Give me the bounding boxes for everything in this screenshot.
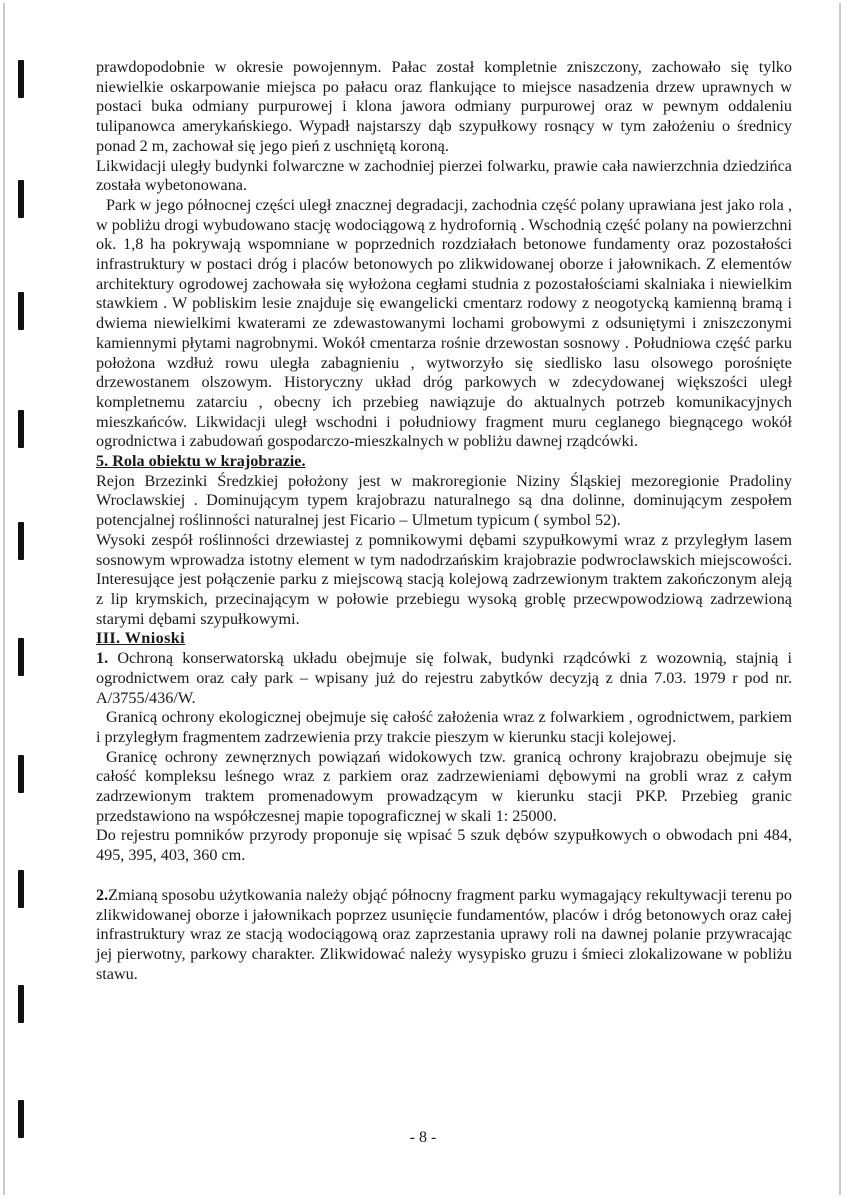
binding-mark	[18, 870, 24, 908]
region-paragraph: Rejon Brzezinki Średzkiej położony jest w makroregionie Niziny Śląskiej mezoregionie Pradoliny Wroclawskiej . Dominującym typem krajobrazu naturalnego są dna dolinne, dominującym zespołem potencjalnej roślinności naturalnej jest Ficario – Ulmetum typicum ( symbol 52).	[96, 471, 792, 530]
section-5-heading: 5. Rola obiektu w krajobrazie.	[96, 452, 306, 471]
conclusion-1-number: 1.	[96, 649, 109, 668]
conclusion-2-text: Zmianą sposobu użytkowania należy objąć północny fragment parku wymagający rekultywacji terenu po zlikwidowanej oborze i jałownikach poprzez usunięcie fundamentów, placów i dróg betonowych oraz całej infrastruktury wraz ze stacją wodociągową oraz zaprzestania uprawy roli na dawnej polanie przywracając jej pierwotny, parkowy charakter. Zlikwidować należy wysypisko gruzu i śmieci zlokalizowane w pobliżu stawu.	[96, 885, 792, 983]
monuments-paragraph: Do rejestru pomników przyrody proponuje się wpisać 5 szuk dębów szypułkowych o obwodach pni 484, 495, 395, 403, 360 cm.	[96, 826, 792, 865]
binding-mark	[18, 985, 24, 1023]
park-paragraph: Park w jego północnej części uległ znacznej degradacji, zachodnia część polany uprawiana jest jako rola , w pobliżu drogi wybudowano stację wodociągową z hydrofornią . Wschodnią część polany na powierzchni ok. 1,8 ha pokrywają wspomniane w poprzednich rozdziałach betonowe fundamenty oraz pozostałości infrastruktury w postaci dróg i placów betonowych po zlikwidowanej oborze i jałownikach. Z elementów architektury ogrodowej zachowała się wyłożona cegłami studnia z pozostałościami skalniaka i niewielkim stawkiem . W pobliskim lesie znajduje się ewangelicki cmentarz rodowy z neogotycką kamienną bramą i dwiema niewielkimi kwaterami ze zdewastowanymi lochami grobowymi z odsuniętymi i zniszczonymi kamiennymi płytami nagrobnymi. Wokół cmentarza rośnie drzewostan sosnowy . Południowa część parku położona wzdłuż rowu uległa zabagnieniu , wytworzyło się siedlisko lasu olsowego porośnięte drzewostanem olszowym. Historyczny układ dróg parkowych w zdecydowanej większości uległ kompletnemu zatarciu , obecny ich przebieg nawiązuje do aktualnych potrzeb komunikacyjnych mieszkańców. Likwidacji uległ wschodni i południowy fragment muru ceglanego biegnącego wokół ogrodnictwa i zabudowań gospodarczo-mieszkalnych w pobliżu dawnej rządcówki.	[96, 195, 792, 451]
conclusion-2-number: 2.	[96, 885, 109, 904]
conclusion-1	[96, 649, 792, 708]
binding-mark	[18, 292, 24, 330]
binding-mark	[18, 522, 24, 560]
conclusion-1-text: Ochroną konserwatorską układu obejmuje się folwak, budynki rządcówki z wozownią, stajnią i ogrodnictwem oraz cały park – wpisany już do rejestru zabytków decyzją z dnia 7.03. 1979 r pod nr. A/3755/436/W.	[96, 649, 792, 707]
binding-mark	[18, 410, 24, 448]
landscape-paragraph: Granicę ochrony zewnęrznych powiązań widokowych tzw. granicą ochrony krajobrazu obejmuje się całość kompleksu leśnego wraz z parkiem oraz zadrzewieniami dębowymi na grobli wraz z całym zadrzewionym traktem promenadowym prowadzącym w kierunku stacji PKP. Przebieg granic przedstawiono na współczesnej mapie topograficznej w skali 1: 25000.	[96, 747, 792, 825]
conclusion-2	[96, 886, 792, 985]
binding-mark	[18, 60, 24, 98]
binding-mark	[18, 755, 24, 793]
page-number: - 8 -	[409, 1129, 437, 1146]
intro-paragraph: prawdopodobnie w okresie powojennym. Pałac został kompletnie zniszczony, zachowało się tylko niewielkie oskarpowanie miejsca po pałacu oraz flankujące to miejsce nasadzenia drzew uprawnych w postaci buka odmiany purpurowej i klona jawora odmiany purpurowej oraz w pewnym oddaleniu tulipanowca amerykańskiego. Wypadł najstarszy dąb szypułkowy rosnący w tym założeniu o średnicy ponad 2 m, zachował się jego pień z uschniętą koroną.	[96, 58, 792, 155]
part-3-heading: III. Wnioski	[96, 629, 186, 648]
liquidation-paragraph: Likwidacji uległy budynki folwarczne w zachodniej pierzei folwarku, prawie cała nawierzchnia dziedzińca została wybetonowana.	[96, 156, 792, 195]
ecological-paragraph: Granicą ochrony ekologicznej obejmuje się całość założenia wraz z folwarkiem , ogrodnictwem, parkiem i przyległym fragmentem zadrzewienia przy trakcie pieszym w kierunku stacji kolejowej.	[96, 708, 792, 746]
binding-mark	[18, 638, 24, 676]
document-body	[96, 58, 792, 984]
trees-paragraph: Wysoki zespół roślinności drzewiastej z pomnikowymi dębami szypułkowymi wraz z przyległym lasem sosnowym wprowadza istotny element w tym nadodrzańskim krajobrazie podwroclawskich miejscowości. Interesujące jest połączenie parku z miejscową stacją kolejową zadrzewionym traktem zakończonym aleją z lip krymskich, przecinającym w połowie przebiegu wysoką groblę przecwpowodziową zadrzewioną starymi dębami szypułkowymi.	[96, 530, 792, 628]
binding-mark	[18, 180, 24, 218]
